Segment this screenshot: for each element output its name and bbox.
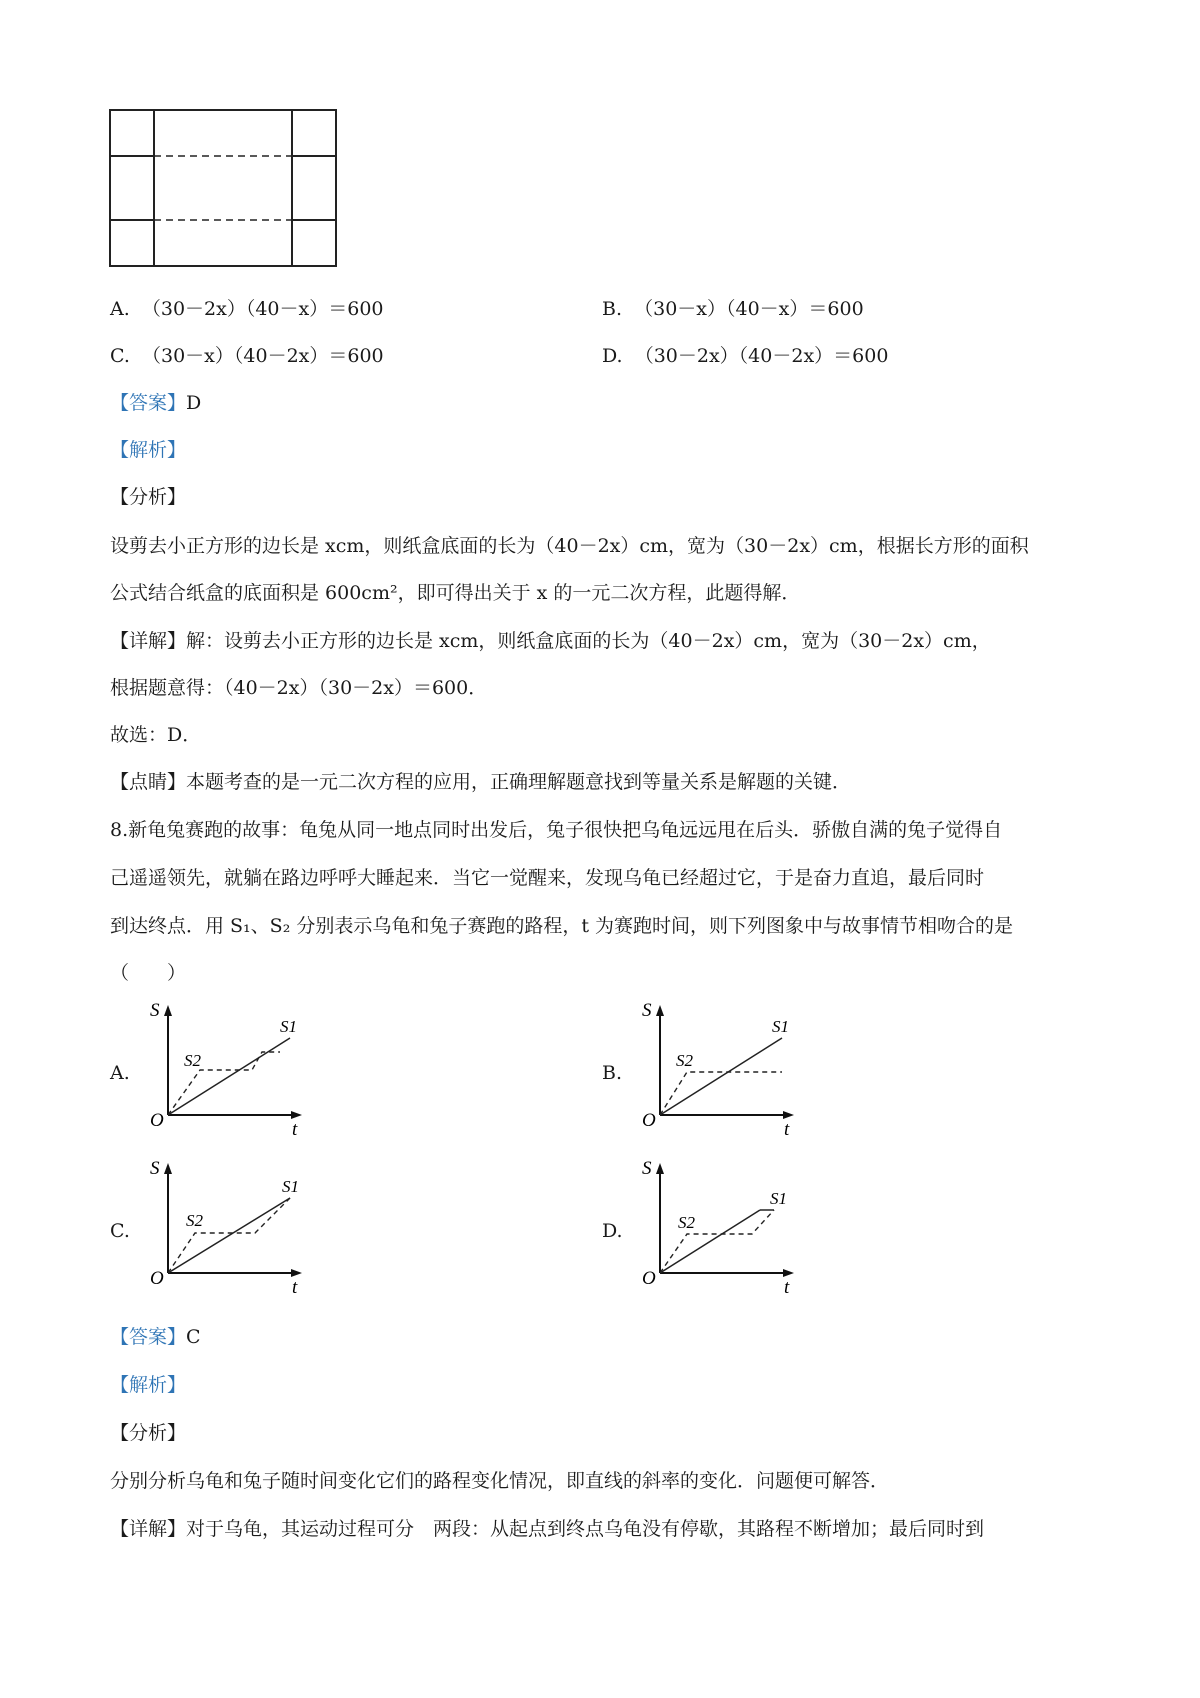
answer-tag: 【答案】: [110, 1326, 187, 1348]
origin-label: O: [642, 1110, 656, 1131]
s2-label: S2: [676, 1051, 693, 1070]
q8-analysis-tag: 【解析】: [110, 1374, 187, 1396]
q7-fenxi-line2: 公式结合纸盒的底面积是 600cm²，即可得出关于 x 的一元二次方程，此题得解．: [110, 582, 801, 604]
s-axis-label: S: [150, 1158, 160, 1179]
q8-line3: 到达终点．用 S₁、S₂ 分别表示乌龟和兔子赛跑的路程，t 为赛跑时间，则下列图象中与故事情节相吻合的是: [110, 915, 1014, 937]
q8-fenxi-tag: 【分析】: [110, 1422, 187, 1444]
answer-tag: 【答案】: [110, 392, 187, 414]
s2-label: S2: [678, 1213, 695, 1232]
t-axis-label: t: [784, 1277, 790, 1298]
q7-option-c: C. （30－x）（40－2x）＝600: [110, 345, 384, 367]
s1-label: S1: [770, 1189, 787, 1208]
q7-detail-line2: 根据题意得：（40－2x）（30－2x）＝600．: [110, 677, 488, 699]
q7-answer: 【答案】D: [110, 392, 202, 414]
q8-option-b-letter: B.: [602, 1062, 623, 1084]
t-axis-label: t: [292, 1277, 298, 1298]
q7-comment: 【点睛】本题考查的是一元二次方程的应用，正确理解题意找到等量关系是解题的关键．: [110, 771, 852, 793]
origin-label: O: [150, 1268, 164, 1289]
s1-label: S1: [280, 1017, 297, 1036]
s2-label: S2: [184, 1051, 201, 1070]
q8-option-d-letter: D.: [602, 1220, 623, 1242]
s-axis-label: S: [642, 1158, 652, 1179]
q7-analysis-tag: 【解析】: [110, 439, 187, 461]
q7-detail: 【详解】解：设剪去小正方形的边长是 xcm，则纸盒底面的长为（40－2x）cm，宽为（30－2x）cm，: [110, 630, 991, 652]
q8-line2: 己遥遥领先，就躺在路边呼呼大睡起来．当它一觉醒来，发现乌龟已经超过它，于是奋力直追，最后同时: [110, 867, 985, 889]
box-net-figure: [108, 108, 340, 272]
s-axis-label: S: [642, 1000, 652, 1021]
q7-option-a: A. （30－2x）（40－x）＝600: [110, 298, 384, 320]
q8-option-c-letter: C.: [110, 1220, 130, 1242]
graph-a: [140, 1000, 310, 1140]
t-axis-label: t: [784, 1119, 790, 1140]
q8-option-a-letter: A.: [110, 1062, 130, 1084]
s2-label: S2: [186, 1211, 203, 1230]
q8-fenxi: 分别分析乌龟和兔子随时间变化它们的路程变化情况，即直线的斜率的变化．问题便可解答．: [110, 1470, 890, 1492]
q8-answer: 【答案】C: [110, 1326, 201, 1348]
graph-b: [632, 1000, 802, 1140]
q7-option-d: D. （30－2x）（40－2x）＝600: [602, 345, 889, 367]
q7-fenxi-tag: 【分析】: [110, 486, 187, 508]
s1-label: S1: [282, 1177, 299, 1196]
q7-fenxi-line1: 设剪去小正方形的边长是 xcm，则纸盒底面的长为（40－2x）cm，宽为（30－2x）cm，根据长方形的面积: [110, 535, 1029, 557]
graph-c: [140, 1158, 310, 1298]
graph-d: [632, 1158, 802, 1298]
q8-paren: （ ）: [110, 962, 187, 984]
q8-line1: 8.新龟兔赛跑的故事：龟兔从同一地点同时出发后，兔子很快把乌龟远远甩在后头．骄傲自满的兔子觉得自: [110, 819, 1003, 841]
q7-option-b: B. （30－x）（40－x）＝600: [602, 298, 864, 320]
t-axis-label: t: [292, 1119, 298, 1140]
s-axis-label: S: [150, 1000, 160, 1021]
s1-label: S1: [772, 1017, 789, 1036]
origin-label: O: [642, 1268, 656, 1289]
origin-label: O: [150, 1110, 164, 1131]
q8-detail: 【详解】对于乌龟，其运动过程可分 两段：从起点到终点乌龟没有停歇，其路程不断增加；最后同时到: [110, 1518, 985, 1540]
q7-choose: 故选：D．: [110, 724, 202, 746]
